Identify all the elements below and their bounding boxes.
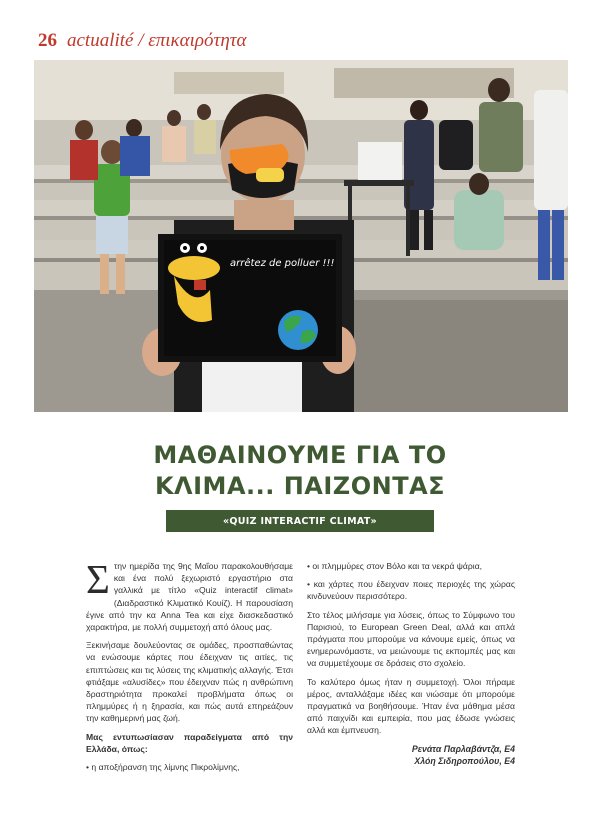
title-line-2: ΚΛΙΜΑ... ΠΑΙΖΟΝΤΑΣ [154,472,446,500]
subtitle-banner [166,510,434,532]
article-title [100,440,500,502]
page-header [38,30,247,56]
author-signature [307,743,515,768]
author-name: Χλόη Σιδηροπούλου, Ε4 [414,756,515,767]
article-photo [34,60,568,412]
solutions-paragraph: Στο τέλος μιλήσαμε για λύσεις, όπως το Σύμφωνο του Παρισιού, το European Green Deal, αλλά και απλά πράγματα που μπορούμε να κάνουμε εμείς, όπως να ενημερωνόμαστε, να μειώνουμε τις εκπομπές μας και να συμμετέχουμε σε δράσεις στο σχολείο. [307,609,515,669]
conclusion-paragraph: Το καλύτερο όμως ήταν η συμμετοχή. Όλοι πήραμε μέρος, ανταλλάξαμε ιδέες και νιώσαμε ότι μπορούμε πραγματικά να βοηθήσουμε. Ήταν ένα μάθημα μέσα από παιχνίδι και εμπειρία, που μας έδωσε γνώσεις αλλά και έμπνευση. [307,676,515,736]
intro-text: την ημερίδα της 9ης Μαΐου παρακολουθήσαμε και ένα πολύ ξεχωριστό εργαστήριο στα γαλλικά με τίτλο «Quiz interactif climat» (Διαδραστικό Κλιματικό Κουίζ). Η παρουσίαση έγινε από την κα Anna Tea και είχε διασκεδαστικό χαρακτήρα, με πολλή συμμετοχή από όλους μας. [86,561,293,633]
author-name: Ρενάτα Παρλαβάντζα, Ε4 [411,743,515,754]
right-column [307,560,515,768]
examples-heading: Μας εντυπωσίασαν παραδείγματα από την Ελλάδα, όπως: [86,731,293,754]
bullet-item: • η αποξήρανση της λίμνης Πικρολίμνης, [86,762,240,773]
title-line-1: ΜΑΘΑΙΝΟΥΜΕ ΓΙΑ ΤΟ [153,441,447,469]
bullet-item: • και χάρτες που έδειχναν ποιες περιοχές της χώρας κινδυνεύουν περισσότερο. [307,579,515,602]
bullet-item: • οι πλημμύρες στον Βόλο και τα νεκρά ψάρια, [307,561,483,571]
intro-paragraph [86,556,293,633]
page-number: 26 [38,30,57,51]
drop-cap: Σ [86,556,110,602]
subtitle-text: «QUIZ INTERACTIF CLIMAT» [222,515,377,527]
section-title: actualité / επικαιρότητα [67,30,247,51]
workshop-paragraph: Ξεκινήσαμε δουλεύοντας σε ομάδες, προσπαθώντας να ενώσουμε κάρτες που έδειχναν τις αιτίες, τις επιπτώσεις και τις λύσεις της κλιματικής αλλαγής. Έτσι φτιάξαμε «αλυσίδες» που έδειχναν πώς η ανθρώπινη δραστηριότητα προκαλεί προβλήματα όπως οι πλημμύρες ή η ξηρασία, και πώς αυτά επηρεάζουν την καθημερινή μας ζωή. [86,640,293,724]
left-column [86,556,293,779]
sign-text: arrêtez de polluer !!! [230,258,335,269]
